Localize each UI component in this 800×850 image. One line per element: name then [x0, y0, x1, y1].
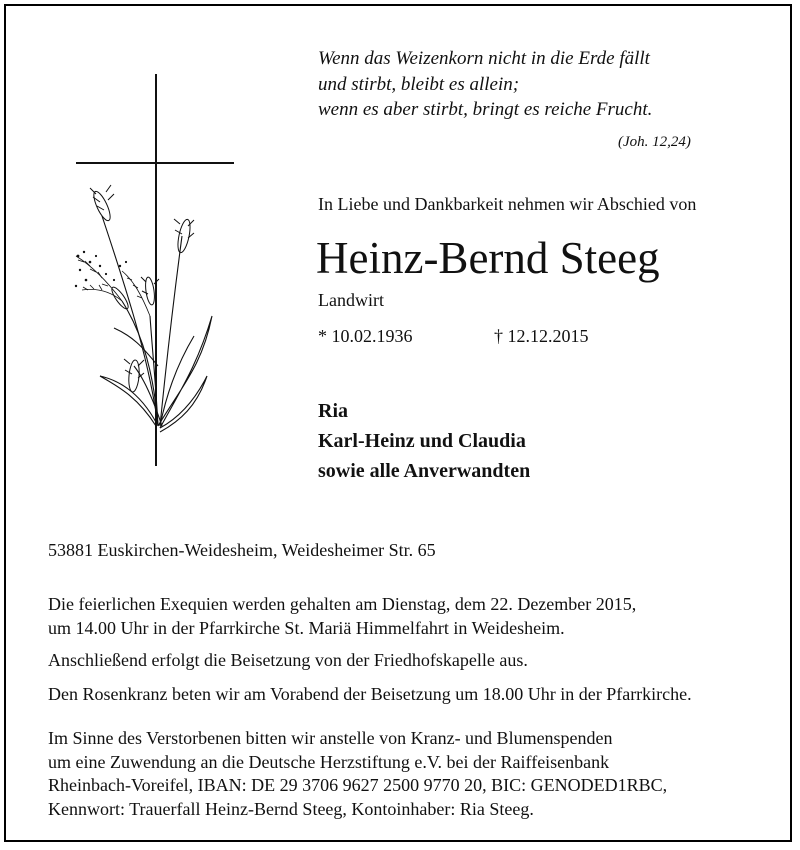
family-address: 53881 Euskirchen-Weidesheim, Weidesheimer Str. 65 [48, 540, 436, 560]
birth-date: * 10.02.1936 [318, 326, 413, 346]
donation-paragraph [48, 727, 667, 821]
rosary-paragraph [48, 683, 692, 707]
death-date: † 12.12.2015 [494, 326, 589, 346]
text-line: Rheinbach-Voreifel, IBAN: DE 29 3706 9627 2500 9770 20, BIC: GENODED1RBC, [48, 775, 668, 795]
verse-line: und stirbt, bleibt es allein; [318, 73, 520, 95]
mourners-list [318, 396, 530, 486]
text-line: um 14.00 Uhr in der Pfarrkirche St. Mariä Himmelfahrt in Weidesheim. [48, 617, 565, 638]
text-line: Kennwort: Trauerfall Heinz-Bernd Steeg, Kontoinhaber: Ria Steeg. [48, 798, 534, 819]
mourner-name: Ria [318, 400, 348, 422]
obituary-notice [4, 4, 792, 842]
mourner-name: Karl-Heinz und Claudia [318, 430, 526, 452]
text-line: Im Sinne des Verstorbenen bitten wir anstelle von Kranz- und Blumenspenden [48, 728, 613, 748]
bible-verse [318, 46, 652, 123]
verse-reference: (Joh. 12,24) [618, 134, 691, 150]
funeral-service-paragraph [48, 593, 636, 640]
verse-line: Wenn das Weizenkorn nicht in die Erde fällt [318, 48, 650, 69]
text-line: um eine Zuwendung an die Deutsche Herzstiftung e.V. bei der Raiffeisenbank [48, 751, 610, 772]
deceased-name: Heinz-Bernd Steeg [316, 233, 660, 283]
burial-paragraph [48, 649, 528, 673]
mourner-name: sowie alle Anverwandten [318, 460, 531, 482]
text-line: Anschließend erfolgt die Beisetzung von der Friedhofskapelle aus. [48, 650, 528, 670]
cross-and-wheat-illustration [62, 66, 262, 486]
text-line: Den Rosenkranz beten wir am Vorabend der Beisetzung um 18.00 Uhr in der Pfarrkirche. [48, 684, 692, 704]
text-line: Die feierlichen Exequien werden gehalten am Dienstag, dem 22. Dezember 2015, [48, 594, 637, 614]
deceased-profession: Landwirt [318, 290, 384, 310]
verse-line: wenn es aber stirbt, bringt es reiche Frucht. [318, 99, 653, 120]
wheat-icon [75, 185, 212, 432]
farewell-intro: In Liebe und Dankbarkeit nehmen wir Abschied von [318, 194, 697, 214]
